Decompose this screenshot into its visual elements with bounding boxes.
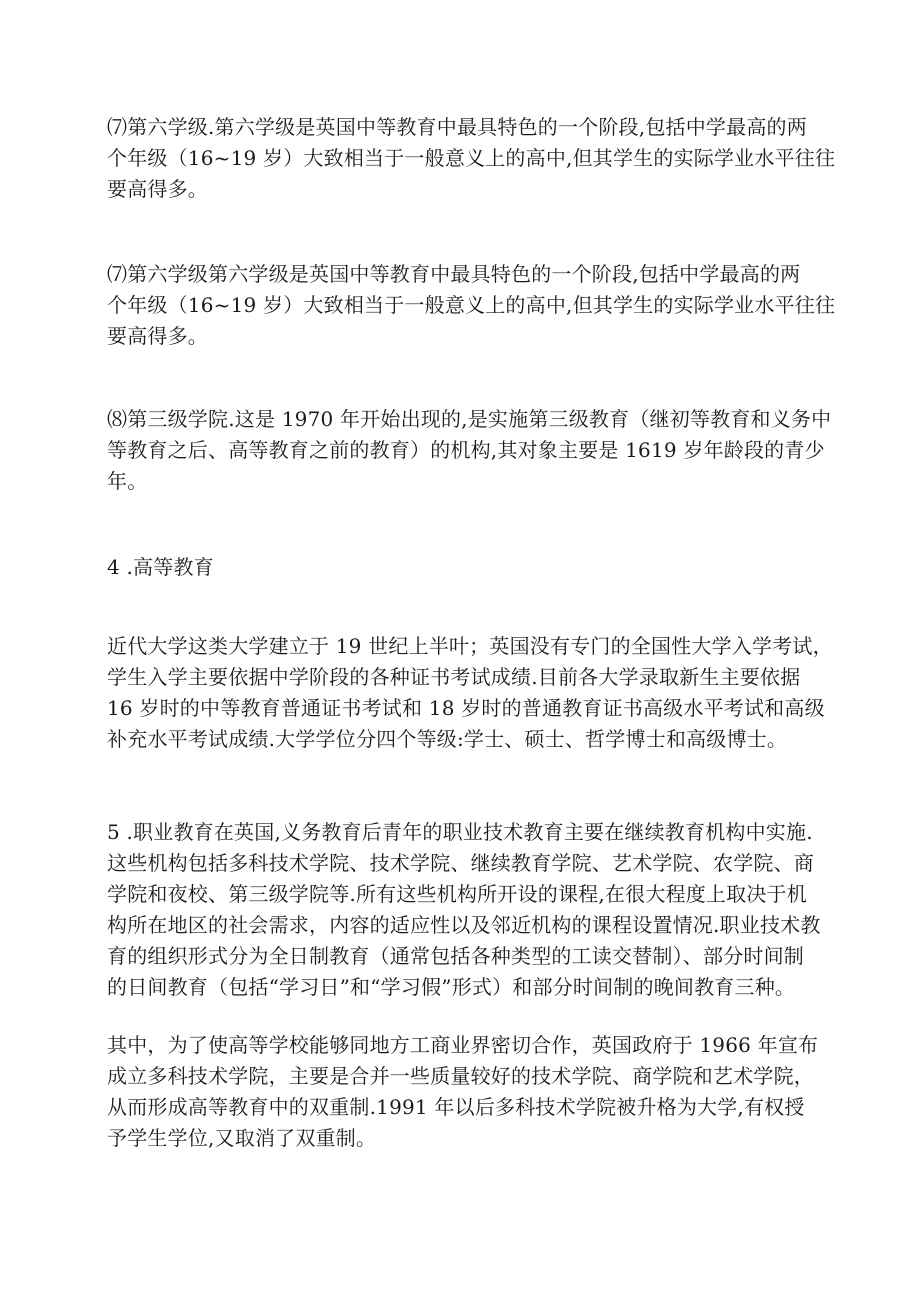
text-line: 要高得多。 xyxy=(107,177,208,201)
text-line: 16 岁时的中等教育普通证书考试和 18 岁时的普通教育证书高级水平考试和高级 xyxy=(107,696,825,720)
paragraph-tertiary-college xyxy=(107,404,832,497)
text-line: 构所在地区的社会需求，内容的适应性以及邻近机构的课程设置情况.职业技术教 xyxy=(107,913,821,937)
text-line: 的日间教育（包括“学习日”和“学习假”形式）和部分时间制的晚间教育三种。 xyxy=(107,975,796,999)
text-line: 近代大学这类大学建立于 19 世纪上半叶；英国没有专门的全国性大学入学考试， xyxy=(107,634,833,658)
text-line: 5 .职业教育在英国,义务教育后青年的职业技术教育主要在继续教育机构中实施. xyxy=(107,820,813,844)
paragraph-sixth-form-repeat xyxy=(107,259,836,352)
text-line: ⑻第三级学院.这是 1970 年开始出现的,是实施第三级教育（继初等教育和义务中 xyxy=(107,407,832,431)
text-line: 个年级（16~19 岁）大致相当于一般意义上的高中,但其学生的实际学业水平往往 xyxy=(107,146,836,170)
text-line: 学生入学主要依据中学阶段的各种证书考试成绩.目前各大学录取新生主要依据 xyxy=(107,665,801,689)
text-line: 补充水平考试成绩.大学学位分四个等级:学士、硕士、哲学博士和高级博士。 xyxy=(107,727,788,751)
text-line: 这些机构包括多科技术学院、技术学院、继续教育学院、艺术学院、农学院、商 xyxy=(107,851,814,875)
text-line: 年。 xyxy=(107,469,148,493)
text-line: 成立多科技术学院，主要是合并一些质量较好的技术学院、商学院和艺术学院， xyxy=(107,1064,814,1088)
paragraph-sixth-form xyxy=(107,112,836,205)
heading-text: 4 .高等教育 xyxy=(107,555,214,579)
text-line: 学院和夜校、第三级学院等.所有这些机构所开设的课程,在很大程度上取决于机 xyxy=(107,882,807,906)
text-line: 个年级（16~19 岁）大致相当于一般意义上的高中,但其学生的实际学业水平往往 xyxy=(107,293,836,317)
paragraph-vocational-education xyxy=(107,817,832,1003)
text-line: ⑺第六学级.第六学级是英国中等教育中最具特色的一个阶段,包括中学最高的两 xyxy=(107,115,807,139)
text-line: ⑺第六学级第六学级是英国中等教育中最具特色的一个阶段,包括中学最高的两 xyxy=(107,262,801,286)
text-line: 等教育之后、高等教育之前的教育）的机构,其对象主要是 1619 岁年龄段的青少 xyxy=(107,438,825,462)
text-line: 予学生学位,又取消了双重制。 xyxy=(107,1126,377,1150)
paragraph-modern-universities xyxy=(107,631,832,755)
paragraph-polytechnics xyxy=(107,1030,832,1154)
text-line: 育的组织形式分为全日制教育（通常包括各种类型的工读交替制）、部分时间制 xyxy=(107,944,804,968)
text-line: 要高得多。 xyxy=(107,324,208,348)
text-line: 其中，为了使高等学校能够同地方工商业界密切合作，英国政府于 1966 年宣布 xyxy=(107,1033,819,1057)
text-line: 从而形成高等教育中的双重制.1991 年以后多科技术学院被升格为大学,有权授 xyxy=(107,1095,805,1119)
section-heading-higher-education xyxy=(107,552,832,583)
